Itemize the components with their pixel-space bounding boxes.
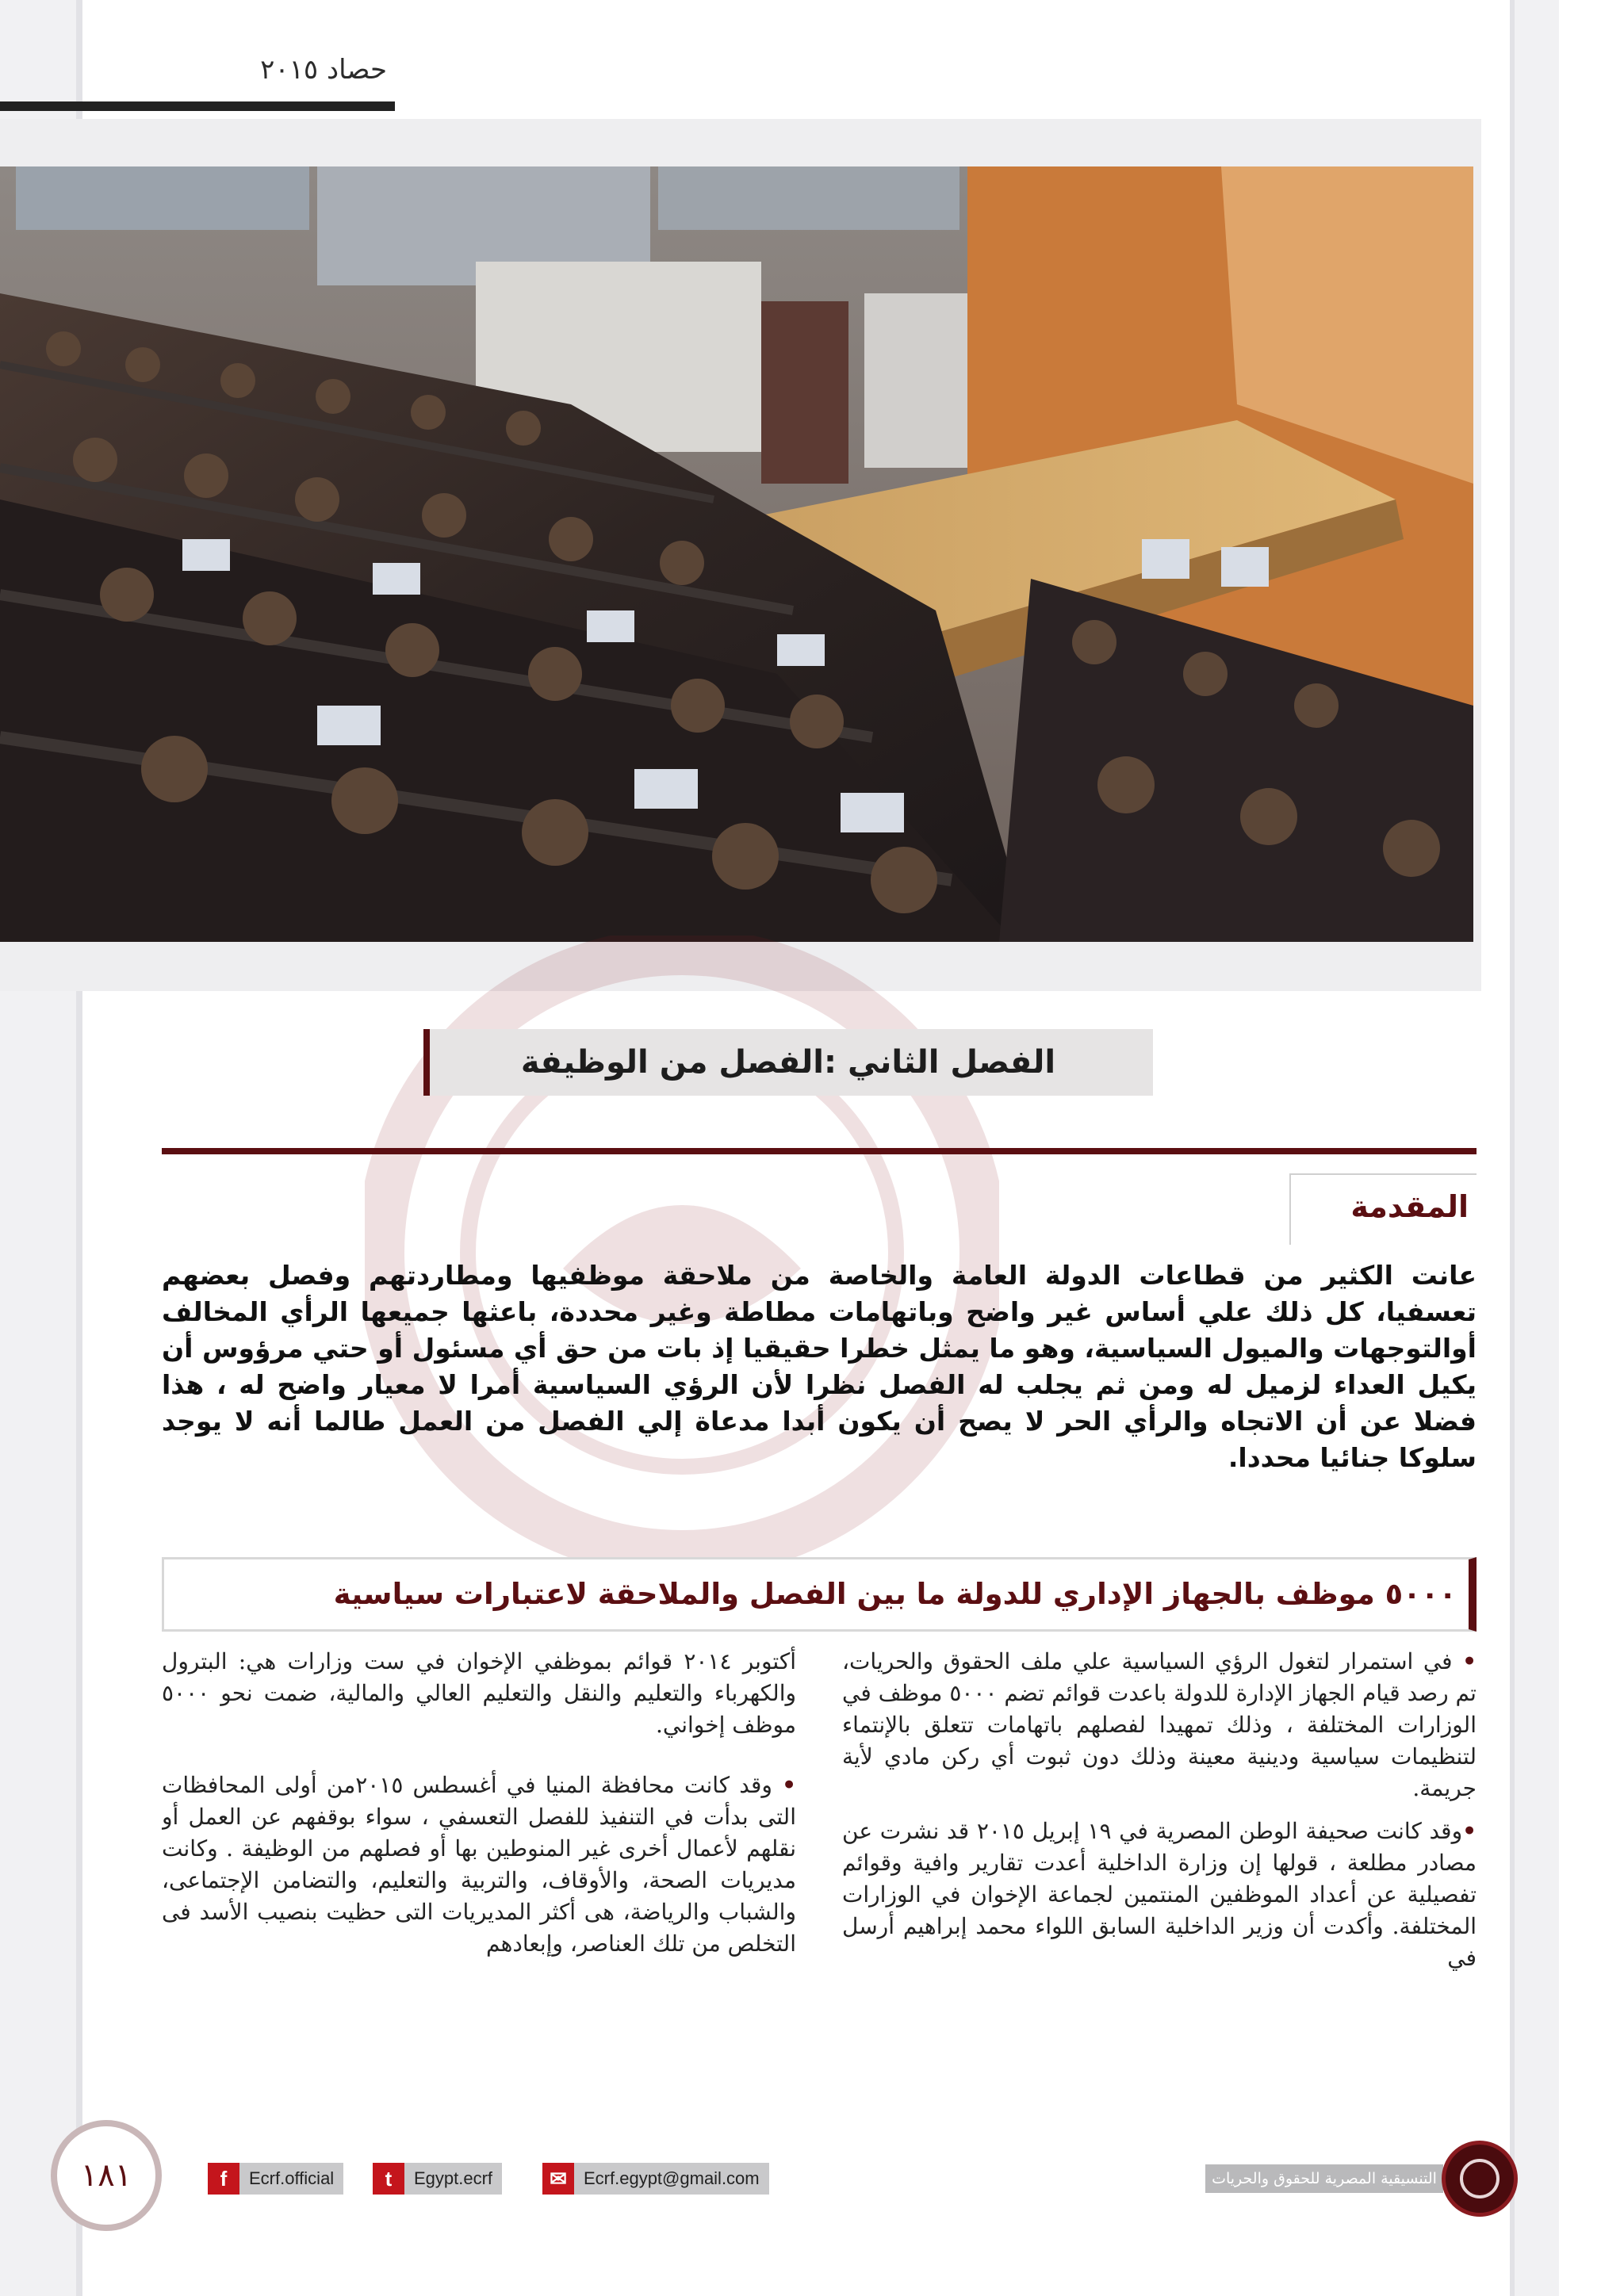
bullet: • [1462, 1818, 1477, 1844]
right-margin-edge [1510, 0, 1515, 2296]
bullet: • [782, 1772, 796, 1798]
twitter-label: Egypt.ecrf [404, 2163, 502, 2195]
lecture-hall-photo [0, 166, 1473, 942]
chapter-title: الفصل الثاني :الفصل من الوظيفة [520, 1044, 1056, 1081]
paragraph [842, 1816, 1477, 1974]
chapter-heading-box [423, 1029, 1153, 1096]
email-label: Ecrf.egypt@gmail.com [574, 2163, 769, 2195]
email-link[interactable] [542, 2163, 788, 2195]
paragraph [162, 1646, 796, 1741]
facebook-icon: f [208, 2163, 239, 2195]
paragraph-text: في استمرار لتغول الرؤي السياسية علي ملف الحقوق والحريات، تم رصد قيام الجهاز الإدارة للدولة باعدت قوائم تضم ٥٠٠٠ موظف في الوزارات المختلفة ، وذلك تمهيدا لفصلهم باتهامات تتعلق بالإنتماء لتنظيمات سياسية ودينية معينة وذلك دون ثبوت أي ركن مادي لأية جريمة. [842, 1648, 1477, 1801]
bullet: • [1462, 1648, 1477, 1674]
facebook-label: Ecrf.official [239, 2163, 343, 2195]
intro-paragraph: عانت الكثير من قطاعات الدولة العامة والخاصة من ملاحقة موظفيها ومطاردتهم وفصل بعضهم تعسفيا، كل ذلك علي أساس غير واضح وباتهامات مطاطة وغير محددة، باعثها جميعها الرأي المخالف أوالتوجهات والميول السياسية، وهو ما يمثل خطرا حقيقيا إذ بات من حق أي مسئول أو حتي مرؤوس أن يكيل العداء لزميل له ومن ثم يجلب له الفصل نظرا لأن الرؤي السياسية أمرا لا معيار واضح له ، هذا فضلا عن أن الاتجاه والرأي الحر لا يصح أن يكون أبدا مدعاة إلي الفصل من العمل طالما أنه لا يوجد سلوكا جنائيا محددا. [162, 1260, 1477, 1473]
paragraph-text: وقد كانت صحيفة الوطن المصرية في ١٩ إبريل ٢٠١٥ قد نشرت عن مصادر مطلعة ، قولها إن وزارة الداخلية أعدت تقارير وافية وقوائم تفصيلية عن أعداد الموظفين المنتمين لجماعة الإخوان في الوزارات المختلفة. وأكدت أن وزير الداخلية السابق اللواء محمد إبراهيم أرسل في [842, 1818, 1477, 1971]
text-column-right [842, 1646, 1477, 2074]
facebook-link[interactable] [208, 2163, 366, 2195]
intro-heading: المقدمة [1350, 1189, 1469, 1224]
right-margin-band [1513, 0, 1559, 2296]
paragraph-text: أكتوبر ٢٠١٤ قوائم بموظفي الإخوان في ست وزارات هي: البترول والكهرباء والتعليم والنقل والتعليم العالي والمالية، ضمت نحو ٥٠٠٠ موظف إخواني. [162, 1648, 796, 1738]
paragraph [842, 1646, 1477, 1804]
organization-logo [1442, 2141, 1518, 2217]
paragraph [162, 1770, 796, 1960]
header-rule [0, 101, 395, 111]
page-number-badge [51, 2120, 162, 2231]
text-column-left [162, 1646, 796, 2074]
section-heading-box [162, 1557, 1477, 1632]
mail-icon: ✉ [542, 2163, 574, 2195]
twitter-icon: t [373, 2163, 404, 2195]
section-divider [162, 1148, 1477, 1154]
logo-ring [1460, 2159, 1500, 2198]
twitter-link[interactable] [373, 2163, 531, 2195]
section-title: ٥٠٠٠ موظف بالجهاز الإداري للدولة ما بين الفصل والملاحقة لاعتبارات سياسية [333, 1577, 1457, 1611]
running-header: حصاد ٢٠١٥ [260, 54, 387, 86]
paragraph-text: وقد كانت محافظة المنيا في أغسطس ٢٠١٥من أولى المحافظات التى بدأت في التنفيذ للفصل التعسفي ، سواء بوقفهم عن العمل أو نقلهم لأعمال أخرى غير المنوطين بها أو فصلهم من الوظيفة . وكانت مديريات الصحة، والأوقاف، والتربية والتعليم، والتضامن الإجتماعى، والشباب والرياضة، هى أكثر المديريات التى حظيت بنصيب الأسد فى التخلص من تلك العناصر، وإبعادهم [162, 1772, 796, 1957]
page-number: ١٨١ [80, 2157, 132, 2194]
organization-name: التنسيقية المصرية للحقوق والحريات [1205, 2164, 1443, 2193]
